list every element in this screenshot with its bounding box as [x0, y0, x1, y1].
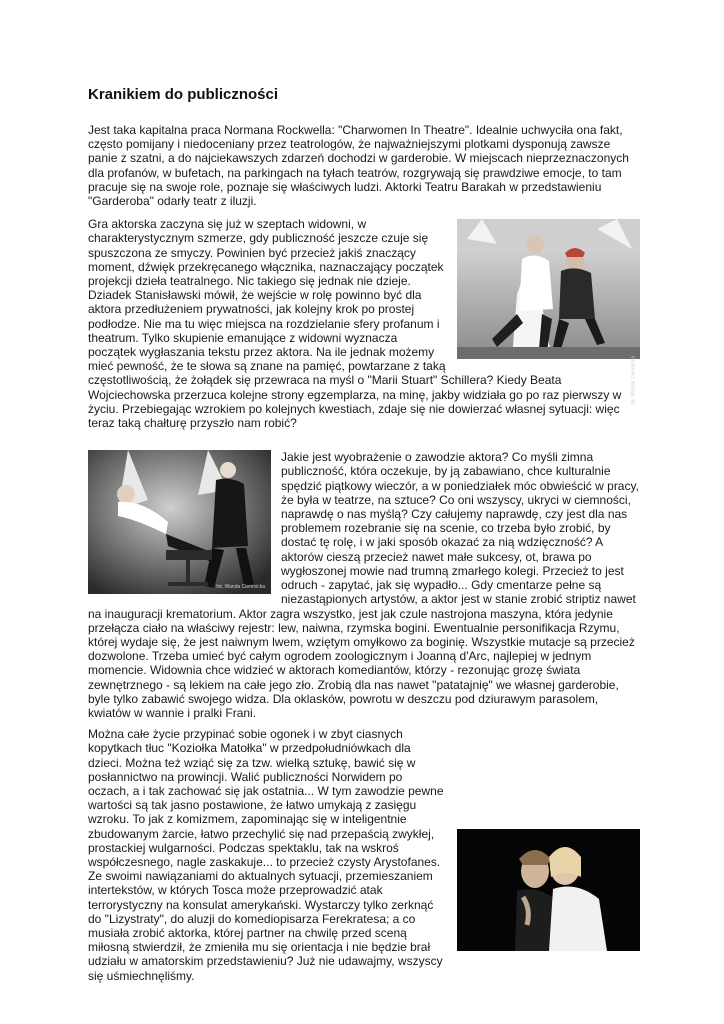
photo-actresses-stage-icon [457, 829, 640, 951]
article-title: Kranikiem do publiczności [88, 86, 279, 103]
photo-actresses-stage [457, 829, 640, 951]
photo-actresses-chair [88, 450, 271, 594]
photo-credit: fot. Wanda Ciemnicka [631, 356, 637, 405]
photo-actresses-chair-icon [88, 450, 271, 594]
article [88, 86, 640, 992]
paragraph-4: Można całe życie przypinać sobie ogonek i w zbyt ciasnych kopytkach tłuc "Koziołka Matołka" w przedpołudniówkach dla dzieci. Można też wziąć się za tzw. wielką sztukę, bawić się w posłannictwo na prowincji. Walić publiczności Norwidem po oczach, a i tak zachować się jak ostatnia... W tym zawodzie pewne wartości są tak jasno postawione, że łatwo umykają z zasięgu wzroku. To jak z komizmem, zapominając się w inteligentnie zbudowanym żarcie, łatwo przechylić się nad przepaścią zwykłej, prostackiej wulgarności. Podczas spektaklu, tak na wskroś współczesnego, nagle zaskakuje... to przecież czysty Arystofanes. Ze swoimi nawiązaniami do aktualnych sytuacji, przemieszaniem intertekstów, w których Tosca może przeprowadzić atak terrorystyczny na konsulat amerykański. Wystarczy tylko zerknąć do "Lizystraty", do aluzji do komediopisarza Ferekratesa; a co musiała zrobić aktorka, której partner na chwilę przed sceną miłosną stwierdził, że zmieniła mu się orientacja i nie będzie brał udziału w amatorskim przedstawieniu? Już nie udawajmy, wszyscy się uśmiechnęliśmy. [88, 727, 444, 983]
paragraph-3: Jakie jest wyobrażenie o zawodzie aktora? Co myśli zimna publiczność, która oczekuje, by ją zabawiano, chce kulturalnie spędzić piątkowy wieczór, a w poniedziałek móc obwieścić w pracy, że była w teatrze, na sztuce? Co oni wszyscy, ukryci w ciemności, naprawdę o nas myślą? Czy całujemy naprawdę, czy jest dla nas problemem rozebranie się na scenie, co trzeba było zrobić, by dostać tę rolę, i w jaki sposób okazać za nią wdzięczność? A aktorów cieszą przecież nawet małe sukcesy, ot, brawa po wygłoszonej mowie nad trumną zmarłego kolegi. Przecież to jest odruch - zapytać, jak się wypadło... Gdy cmentarze pełne są niezastąpionych artystów, a aktor jest w stanie zrobić striptiz nawet na inauguracji krematorium. Aktor zagra wszystko, jest jak czule nastrojona maszyna, która jedynie przełącza ciało na właściwy rejestr: lew, naiwna, rzymska bogini. Ewentualnie personifikacja Rzymu, której wydaje się, że jest naiwnym lwem, wziętym omyłkowo za boginię. Wszystkie mutacje są przecież dozwolone. Trzeba umieć być całym ogrodem zoologicznym i Joanną d'Arc, najlepiej w jednym momencie. Widownia chce widzieć w aktorach komediantów, którzy - rezonując grozę świata zewnętrznego - są lekiem na całe jego zło. Zrobią dla nas nawet "patatajnię" we własnej garderobie, byle tylko zabawić swojego widza. Dla oklasków, powrotu w deszczu pod dziurawym parasolem, kwiatów w wannie i pralki Frani. [88, 450, 639, 720]
photo-credit: fot. Wanda Ciemnicka [216, 584, 265, 591]
paragraph-2: Gra aktorska zaczyna się już w szeptach widowni, w charakterystycznym szmerze, gdy publiczność jeszcze czuje się spuszczona ze smyczy. Powinien być przecież jakiś znaczący moment, dźwięk przekręcanego włącznika, naznaczający początek projekcji dzieła teatralnego. Nic takiego się jednak nie dzieje. Dziadek Stanisławski mówił, że wejście w rolę powinno być dla aktora przedłużeniem prywatności, jak kolejny krok po prostej podłodze. Nie ma tu więc miejsca na rozdzielanie sfery profanum i theatrum. Tylko skupienie emanujące z widowni wyznacza początek wygłaszania tekstu przez aktora. Na ile jednak możemy mieć pewność, że te słowa są znane na pamięć, powtarzane z taką częstotliwością, że żołądek się przewraca na myśl o "Marii Stuart" Schillera? Kiedy Beata Wojciechowska przerzuca kolejne strony egzemplarza, na minę, jakby widziała go po raz pierwszy w życiu. Przebiegając wzrokiem po kolejnych kwestiach, zdaje się nie dowierzać własnej sytuacji: więc teraz taką chałturę przyszło nam robić? [88, 217, 622, 431]
photo-actresses-sitting [457, 219, 640, 405]
photo-actresses-sitting-icon [457, 219, 640, 359]
paragraph-1: Jest taka kapitalna praca Normana Rockwella: "Charwomen In Theatre". Idealnie uchwyciła ona fakt, często pomijany i niedoceniany przez teatrologów, że najważniejszymi plotkami dysponują zawsze panie z szatni, a do najciekawszych zdarzeń dochodzi w garderobie. W miejscach nieprzeznaczonych dla profanów, w bufetach, na parkingach na tyłach teatrów, rozgrywają się prawdziwe emocje, to tam pracuje się na swoje role, poznaje się właściwych ludzi. Aktorki Teatru Barakah w przedstawieniu "Garderoba" odarły teatr z iluzji. [88, 123, 629, 209]
